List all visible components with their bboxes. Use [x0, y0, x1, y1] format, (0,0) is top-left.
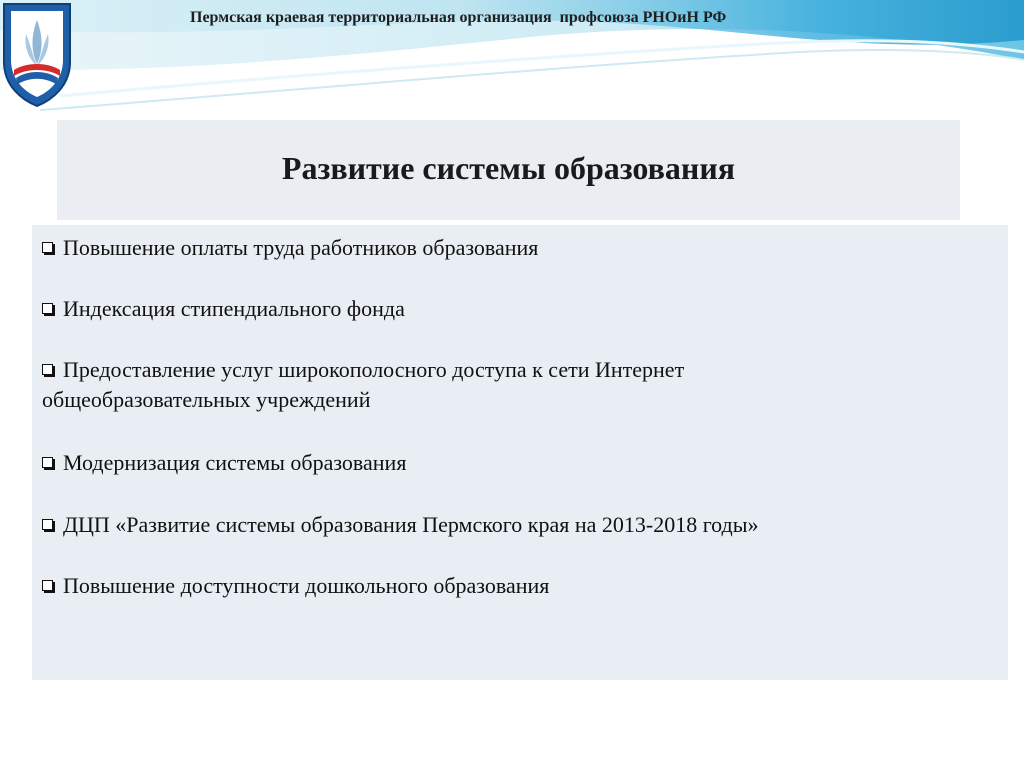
checkbox-bullet-icon — [42, 364, 53, 375]
list-item — [42, 510, 992, 540]
title-box — [57, 120, 960, 220]
checkbox-bullet-icon — [42, 519, 53, 530]
list-item — [42, 294, 992, 324]
checkbox-bullet-icon — [42, 303, 53, 314]
list-item-text-continued: общеобразовательных учреждений — [42, 387, 371, 412]
list-item-text: Индексация стипендиального фонда — [63, 296, 405, 321]
list-item — [42, 571, 992, 601]
slide-title: Развитие системы образования — [281, 149, 736, 186]
checkbox-bullet-icon — [42, 457, 53, 468]
list-item — [42, 448, 992, 478]
union-emblem-icon — [0, 0, 74, 108]
checkbox-bullet-icon — [42, 580, 53, 591]
organization-name: Пермская краевая территориальная организация профсоюза РНОиН РФ — [190, 9, 727, 26]
list-item-text: ДЦП «Развитие системы образования Пермского края на 2013-2018 годы» — [63, 512, 759, 537]
list-item-text: Повышение доступности дошкольного образования — [63, 573, 550, 598]
list-item-text: Повышение оплаты труда работников образования — [63, 235, 539, 260]
list-item — [42, 355, 992, 415]
list-item — [42, 233, 992, 263]
list-item-text: Модернизация системы образования — [63, 450, 407, 475]
content-box — [32, 225, 1008, 680]
checkbox-bullet-icon — [42, 242, 53, 253]
list-item-text: Предоставление услуг широкополосного доступа к сети Интернет — [63, 357, 685, 382]
